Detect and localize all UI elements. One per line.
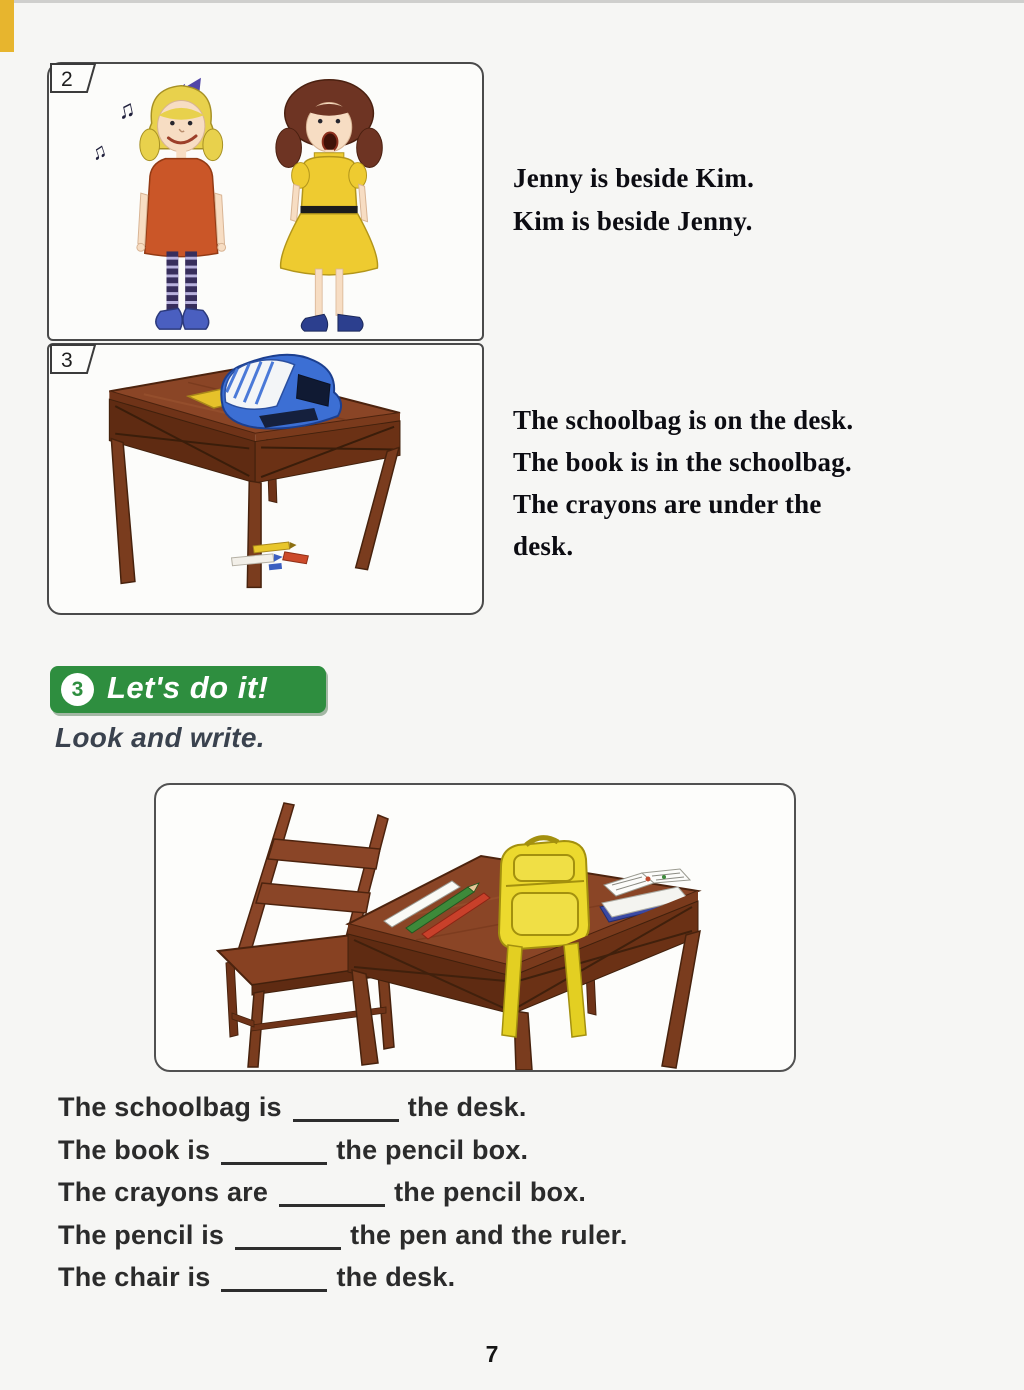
fill-in-line (58, 1086, 628, 1129)
fill-text-after: the desk. (336, 1262, 456, 1293)
fill-text-before: The chair is (58, 1262, 211, 1293)
caption-line: The schoolbag is on the desk. (513, 405, 854, 435)
panel2-label: 2 (61, 68, 73, 91)
blue-schoolbag (221, 355, 341, 429)
fill-text-after: the pen and the ruler. (350, 1219, 628, 1250)
scan-top-edge (0, 0, 1024, 3)
fill-in-line (58, 1214, 628, 1257)
exercise-illustration-frame (154, 783, 796, 1072)
caption-panel3 (513, 399, 853, 567)
yellow-backpack (499, 838, 589, 949)
fill-in-line (58, 1256, 628, 1299)
fill-text-after: the desk. (407, 1092, 527, 1122)
crayons (232, 542, 309, 570)
panel-2 (47, 62, 484, 341)
answer-blank[interactable] (235, 1220, 341, 1250)
activity-number-badge: 3 (61, 673, 94, 706)
caption-line: The book is in the schoolbag. (513, 447, 852, 477)
panel2-illustration (49, 64, 482, 339)
girl-kim (276, 80, 382, 331)
panel-3 (47, 343, 484, 615)
scan-edge-artifact (0, 0, 14, 52)
girl-jenny (137, 78, 226, 329)
answer-blank[interactable] (221, 1262, 327, 1292)
answer-blank[interactable] (279, 1177, 385, 1207)
caption-line: desk. (513, 531, 574, 561)
fill-text-after: the pencil box. (336, 1134, 529, 1165)
answer-blank[interactable] (293, 1092, 399, 1122)
caption-line: The crayons are under the (513, 489, 822, 519)
exercise-lines (58, 1086, 628, 1299)
panel3-illustration (49, 345, 482, 613)
activity-instruction: Look and write. (55, 722, 265, 753)
music-notes-icon: ♫ (87, 138, 110, 166)
fill-text-before: The pencil is (58, 1219, 225, 1250)
activity-title: Let's do it! (107, 669, 269, 705)
exercise-illustration (156, 785, 794, 1070)
caption-line: Jenny is beside Kim. (513, 163, 755, 193)
answer-blank[interactable] (221, 1135, 327, 1165)
panel2-label-tab (50, 63, 100, 94)
fill-text-after: the pencil box. (394, 1177, 587, 1208)
caption-line: Kim is beside Jenny. (513, 206, 753, 236)
fill-in-line (58, 1129, 628, 1172)
fill-in-line (58, 1171, 628, 1214)
fill-text-before: The schoolbag is (58, 1092, 282, 1122)
page-number: 7 (485, 1341, 499, 1367)
panel3-label-tab (50, 344, 100, 375)
exercise-desk (348, 838, 700, 1070)
caption-panel2 (513, 157, 754, 243)
fill-text-before: The crayons are (58, 1177, 269, 1208)
fill-text-before: The book is (58, 1134, 211, 1165)
activity-banner (50, 666, 326, 713)
panel3-label: 3 (61, 349, 73, 372)
music-notes-icon: ♫ (114, 95, 138, 126)
